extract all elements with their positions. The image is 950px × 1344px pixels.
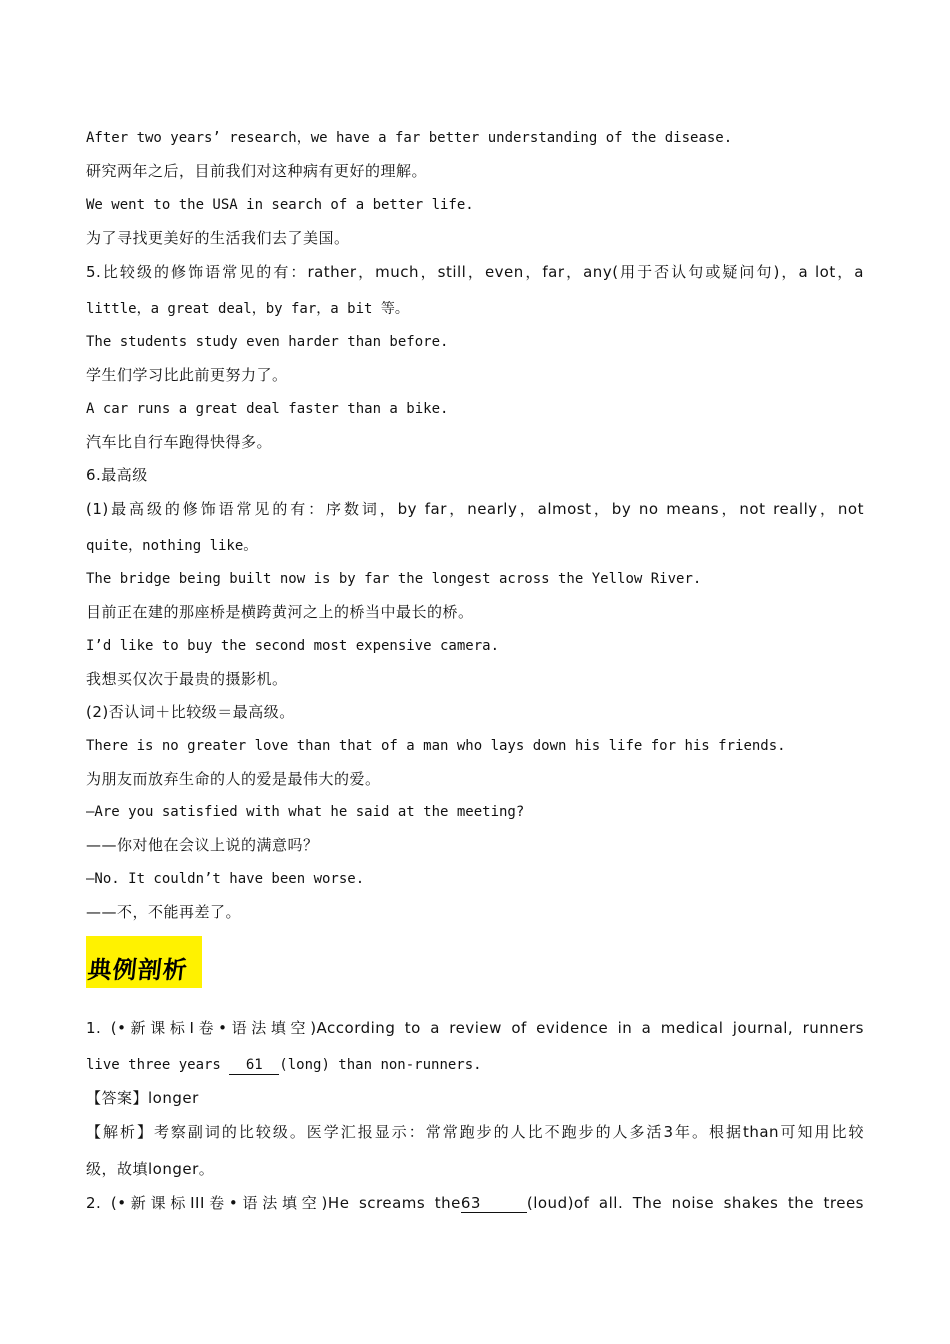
translation: 汽车比自行车跑得快得多。	[86, 433, 273, 451]
rule-continuation: quite，nothing like。	[86, 538, 258, 554]
question-1-analysis-continued: 级，故填longer。	[86, 1160, 215, 1178]
question-1-stem: 1. (•新课标I卷•语法填空)According to a review of evidence in a medical journal, runners	[86, 1019, 864, 1037]
question-1-line-2	[86, 1055, 482, 1075]
example-sentence: The bridge being built now is by far the longest across the Yellow River.	[86, 571, 702, 587]
translation: 为朋友而放弃生命的人的爱是最伟大的爱。	[86, 770, 381, 788]
section-heading: 6.最高级	[86, 466, 148, 484]
question-1-answer: 【答案】longer	[86, 1089, 199, 1107]
rule-superlative-modifiers: (1)最高级的修饰语常见的有：序数词，by far，nearly，almost，by no means，not really，not	[86, 500, 864, 518]
example-sentence: I’d like to buy the second most expensive camera.	[86, 638, 500, 654]
dialogue-line: —No. It couldn’t have been worse.	[86, 871, 365, 887]
example-sentence: We went to the USA in search of a better life.	[86, 197, 474, 213]
example-sentence: The students study even harder than before.	[86, 334, 449, 350]
question-1-blank: 61	[229, 1056, 279, 1075]
rule-comparative-modifiers: 5.比较级的修饰语常见的有：rather，much，still，even，far，any(用于否认句或疑问句)，a lot，a	[86, 263, 864, 281]
translation: 学生们学习比此前更努力了。	[86, 366, 288, 384]
rule-negation-comparative: (2)否认词＋比较级＝最高级。	[86, 703, 295, 721]
translation: 为了寻找更美好的生活我们去了美国。	[86, 229, 350, 247]
question-1-analysis: 【解析】考察副词的比较级。医学汇报显示：常常跑步的人比不跑步的人多活3年。根据than可知用比较	[86, 1123, 864, 1141]
section-badge-label: 典例剖析	[86, 955, 190, 984]
dialogue-translation: ——不，不能再差了。	[86, 903, 242, 921]
question-2-blank: 63	[461, 1194, 527, 1213]
question-1-text: live three years	[86, 1057, 230, 1073]
dialogue-line: —Are you satisfied with what he said at the meeting?	[86, 804, 525, 820]
translation: 研究两年之后，目前我们对这种病有更好的理解。	[86, 162, 428, 180]
section-badge	[86, 936, 202, 988]
question-2-stem	[86, 1193, 864, 1213]
example-sentence: A car runs a great deal faster than a bike.	[86, 401, 449, 417]
example-sentence: There is no greater love than that of a man who lays down his life for his friends.	[86, 738, 786, 754]
question-2-text-after: (loud)of all. The noise shakes the trees	[526, 1194, 864, 1212]
question-2-source: 2. (•新课标III卷•语法填空)He screams the	[86, 1194, 461, 1212]
question-1-text-after: (long) than non-runners.	[279, 1057, 482, 1073]
example-sentence: After two years’ research，we have a far better understanding of the disease.	[86, 130, 733, 146]
rule-continuation: little，a great deal，by far，a bit 等。	[86, 301, 409, 317]
dialogue-translation: ——你对他在会议上说的满意吗？	[86, 836, 319, 854]
translation: 目前正在建的那座桥是横跨黄河之上的桥当中最长的桥。	[86, 603, 474, 621]
translation: 我想买仅次于最贵的摄影机。	[86, 670, 288, 688]
